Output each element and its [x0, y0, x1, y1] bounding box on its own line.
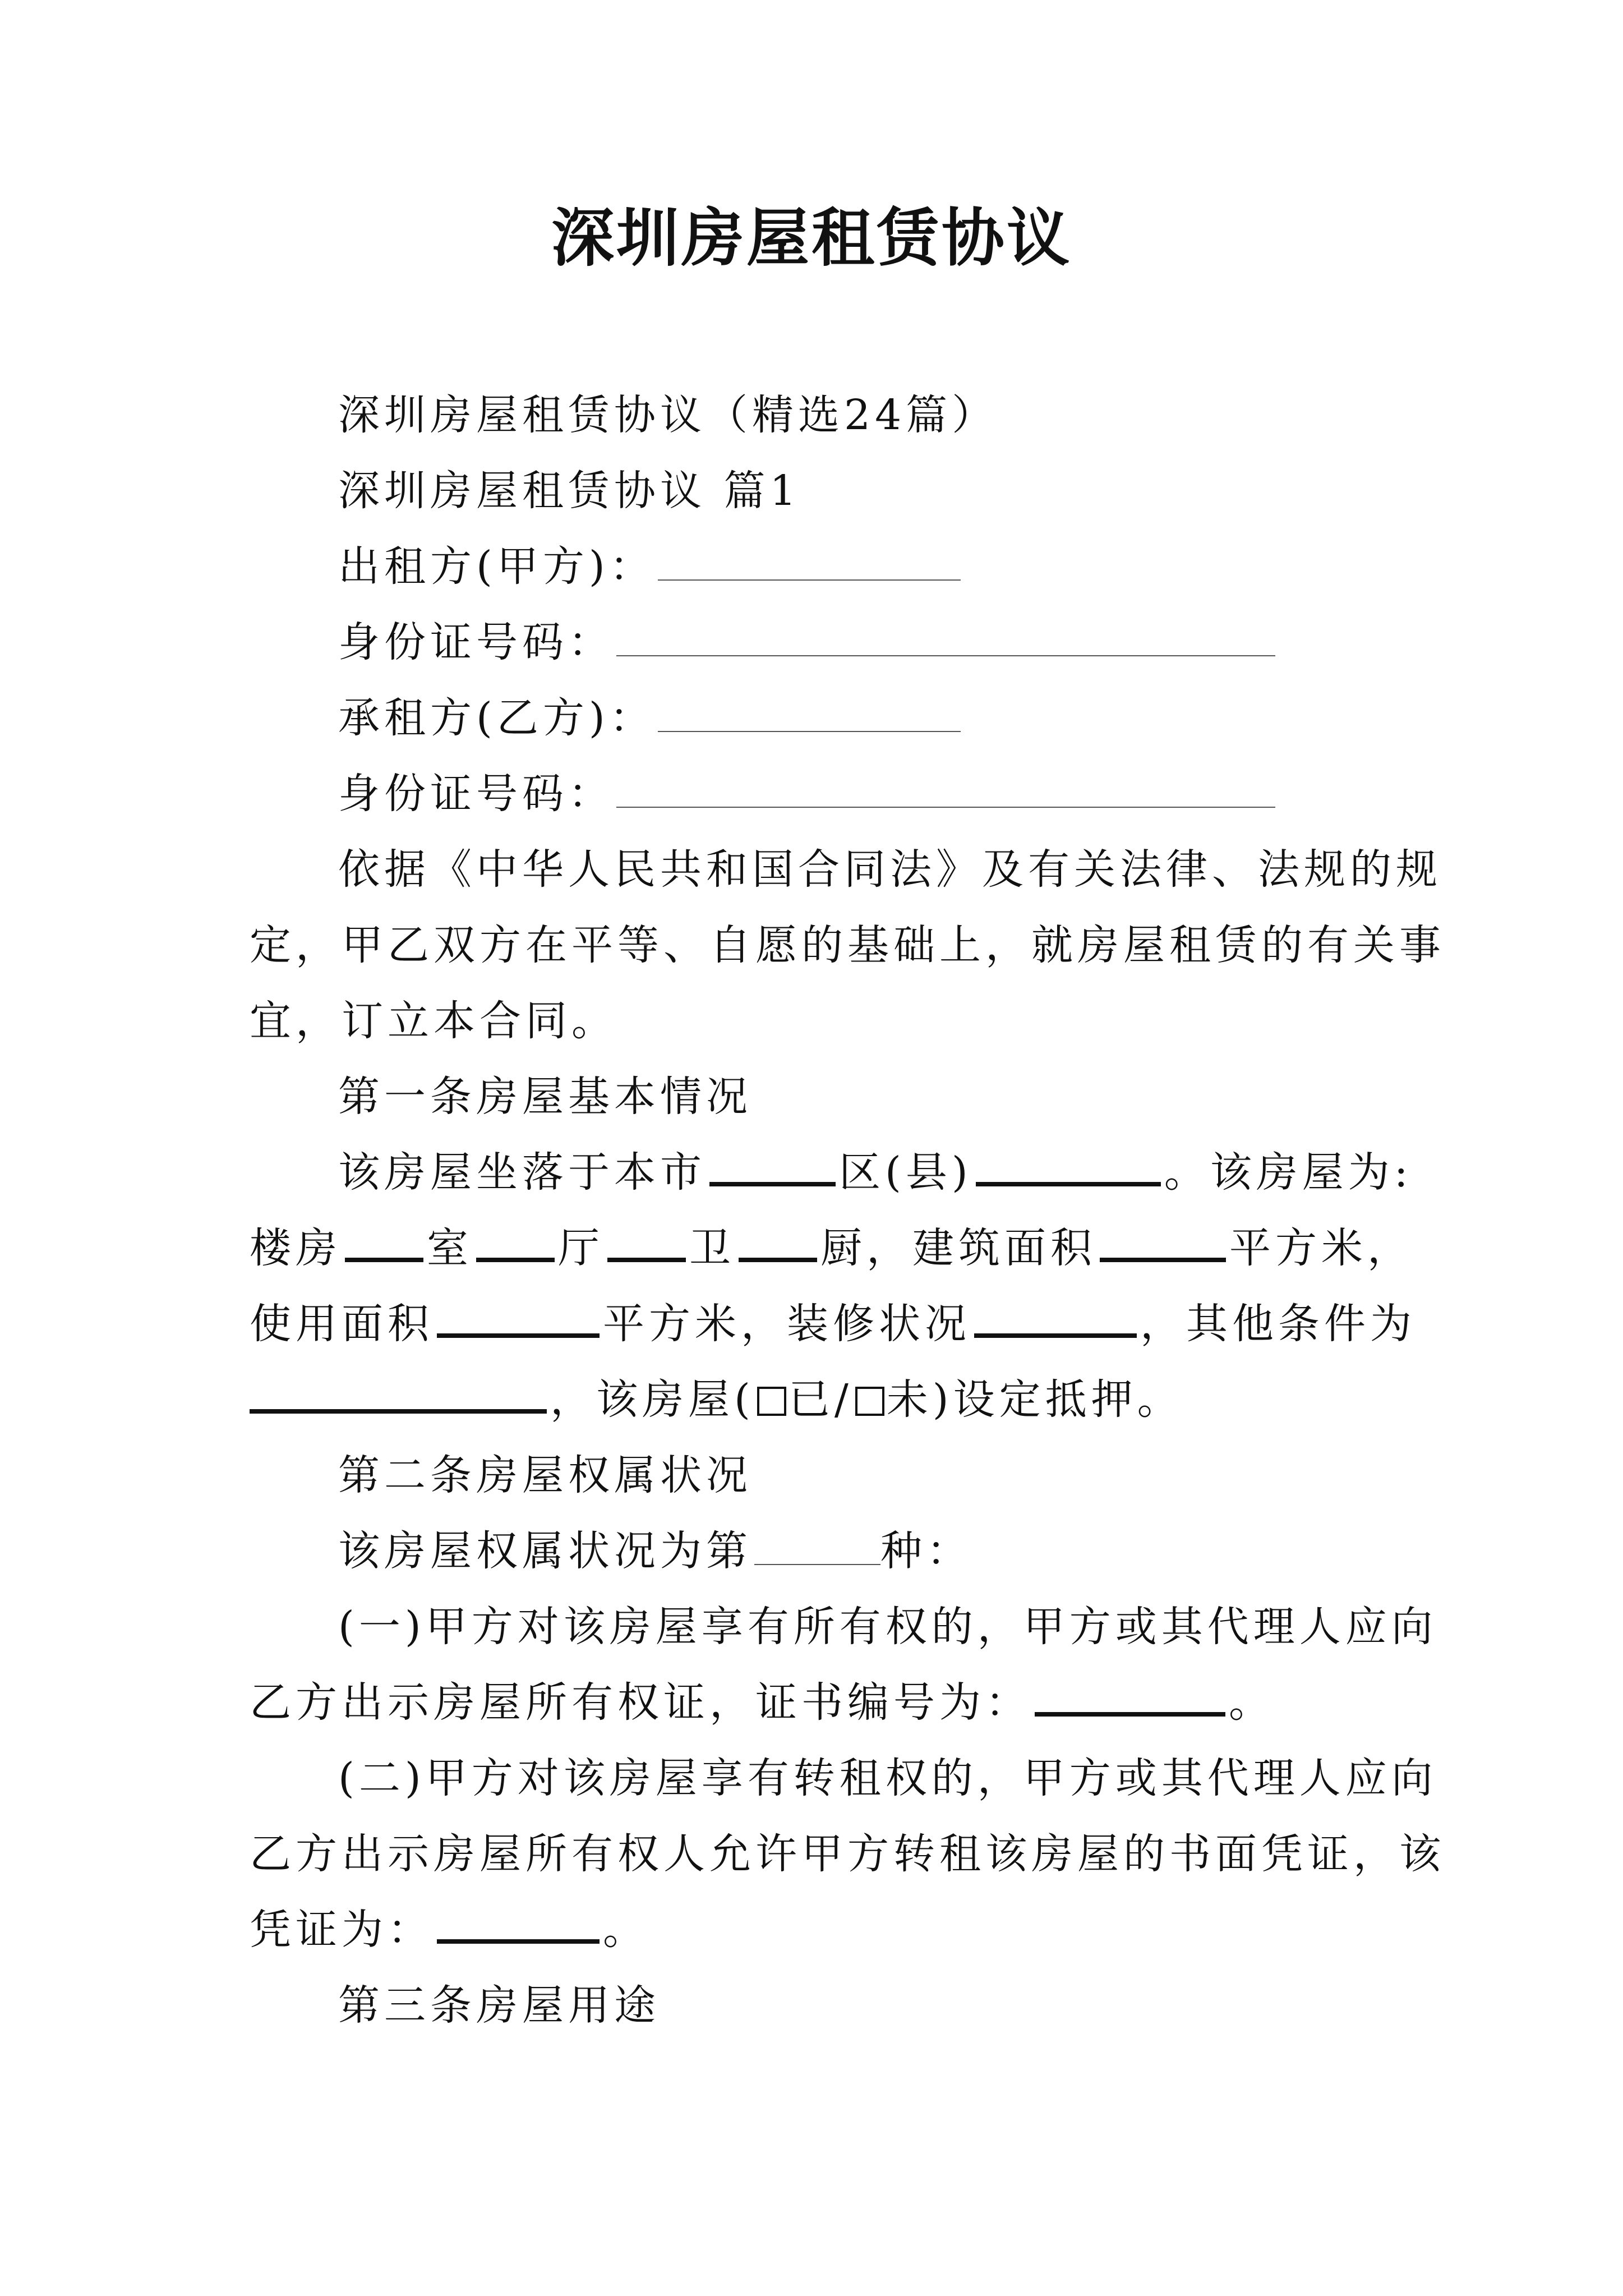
rooms-blank[interactable] — [345, 1257, 423, 1262]
article2-para2-line-2: 乙方出示房屋所有权人允许甲方转租该房屋的书面凭证，该 — [250, 1830, 1445, 1878]
intro-line-2: 定，甲乙双方在平等、自愿的基础上，就房屋租赁的有关事 — [250, 921, 1445, 969]
lessee-field — [338, 690, 961, 746]
text-decoration: 平方米，装修状况 — [603, 1300, 971, 1348]
lessor-id-field — [338, 614, 1275, 670]
lessor-blank[interactable] — [658, 579, 961, 581]
article2-para1-line-2 — [250, 1674, 1275, 1731]
ownership-type-blank[interactable] — [754, 1563, 880, 1565]
intro-line-1: 依据《中华人民共和国合同法》及有关法律、法规的规 — [338, 845, 1442, 894]
halls-blank[interactable] — [476, 1257, 555, 1262]
intro-line-3: 宜，订立本合同。 — [250, 997, 617, 1045]
text-certificate-no: 乙方出示房屋所有权证，证书编号为： — [250, 1678, 1031, 1727]
text-location: 该房屋坐落于本市 — [338, 1148, 706, 1197]
lessor-id-label: 身份证号码： — [338, 618, 614, 666]
article3-heading: 第三条房屋用途 — [338, 1981, 660, 2030]
lessee-blank[interactable] — [658, 730, 961, 732]
decoration-blank[interactable] — [974, 1333, 1137, 1338]
text-sqm: 平方米， — [1229, 1224, 1413, 1272]
text-house-is: 。该房屋为: — [1164, 1148, 1413, 1197]
text-room: 室 — [427, 1224, 473, 1272]
text-bath: 卫 — [689, 1224, 735, 1272]
article1-heading: 第一条房屋基本情况 — [338, 1073, 752, 1121]
checkbox-not[interactable] — [855, 1387, 884, 1416]
article2-para2-line-3 — [250, 1902, 649, 1958]
article1-line-4 — [250, 1372, 1183, 1428]
subtitle: 深圳房屋租赁协议（精选24篇） — [338, 391, 998, 439]
address-blank[interactable] — [976, 1181, 1161, 1186]
article2-para1-line-1: (一)甲方对该房屋享有所有权的，甲方或其代理人应向 — [338, 1603, 1437, 1651]
lessee-id-field — [338, 766, 1275, 822]
text-period-2: 。 — [603, 1906, 649, 1954]
bathrooms-blank[interactable] — [607, 1257, 686, 1262]
usable-area-blank[interactable] — [437, 1333, 600, 1338]
text-not-mortgaged: 未)设定抵押。 — [886, 1375, 1183, 1424]
kitchens-blank[interactable] — [739, 1257, 817, 1262]
text-other-conditions: ，其他条件为 — [1140, 1300, 1416, 1348]
voucher-blank[interactable] — [437, 1939, 600, 1944]
checkbox-already[interactable] — [757, 1387, 786, 1416]
article2-para2-line-1: (二)甲方对该房屋享有转租权的，甲方或其代理人应向 — [338, 1754, 1437, 1802]
article2-line-1 — [338, 1523, 972, 1579]
document-title: 深圳房屋租赁协议 — [551, 201, 1072, 275]
district-blank[interactable] — [709, 1181, 836, 1186]
certificate-no-blank[interactable] — [1035, 1711, 1225, 1717]
text-ownership-type: 该房屋权属状况为第 — [338, 1527, 752, 1575]
text-hall: 厅 — [558, 1224, 604, 1272]
text-building: 楼房 — [250, 1224, 342, 1272]
text-building-area: 厨，建筑面积 — [820, 1224, 1096, 1272]
text-usable-area: 使用面积 — [250, 1300, 434, 1348]
section-heading: 深圳房屋租赁协议 篇1 — [338, 467, 801, 515]
text-voucher: 凭证为： — [250, 1906, 434, 1954]
article2-heading: 第二条房屋权属状况 — [338, 1451, 752, 1499]
lessor-label: 出租方(甲方)： — [338, 542, 656, 591]
text-district: 区(县) — [839, 1148, 972, 1197]
text-mortgage: ，该房屋( — [550, 1375, 755, 1424]
lessor-field — [338, 539, 961, 595]
text-already: 已/ — [788, 1375, 853, 1424]
other-conditions-blank[interactable] — [250, 1409, 547, 1414]
article1-line-2 — [250, 1220, 1413, 1276]
lessee-label: 承租方(乙方)： — [338, 694, 656, 742]
article1-line-3 — [250, 1296, 1416, 1352]
lessee-id-label: 身份证号码： — [338, 770, 614, 818]
lessor-id-blank[interactable] — [616, 655, 1275, 656]
text-kind: 种： — [880, 1527, 972, 1575]
article1-line-1 — [338, 1144, 1413, 1200]
lessee-id-blank[interactable] — [616, 806, 1275, 808]
text-period: 。 — [1229, 1678, 1275, 1727]
building-area-blank[interactable] — [1100, 1257, 1226, 1262]
